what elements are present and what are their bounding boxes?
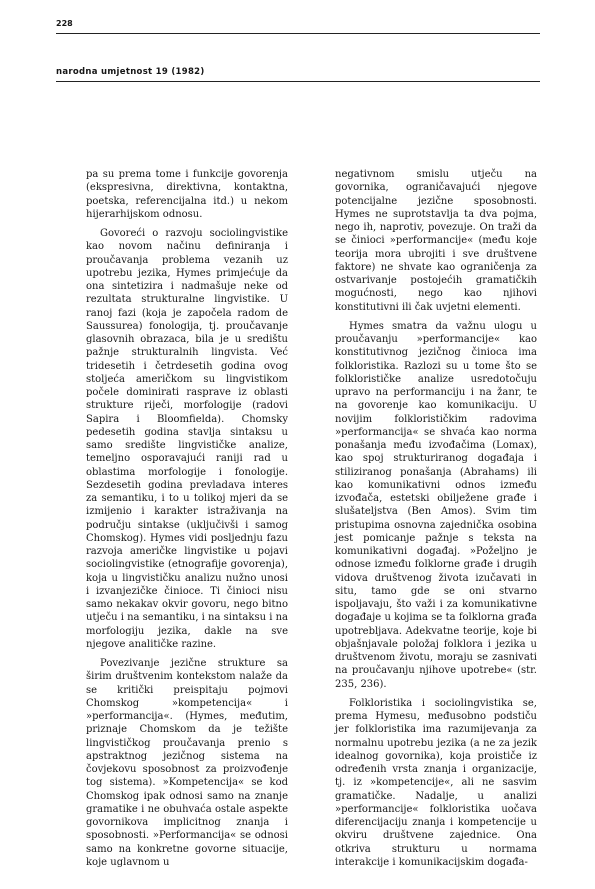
left-column <box>86 168 288 869</box>
paragraph: Govoreći o razvoju sociolingvistike kao novom načinu definiranja i proučavanja problema vezanih uz upotrebu jezika, Hymes primjećuje da ona sintetizira i nadmašuje neke od rezultata strukturalne lingvistike. U ranoj fazi (koja je započela radom de Saussurea) fonologija, tj. proučavanje glasovnih obrazaca, bila je u središtu pažnje strukturalnih lingvista. Već tridesetih i četrdesetih godina ovog stoljeća američkom su lingvistikom počele dominirati rasprave iz oblasti strukture riječi, morfologije (radovi Sapira i Bloomfielda). Chomsky pedesetih godina stavlja sintaksu u samo središte lingvističke analize, temeljno osporavajući raniji rad u oblastima morfologije i fonologije. Sezdesetih godina prevladava interes za semantiku, i to u tolikoj mjeri da se izmijenio i karakter istraživanja na području sintakse (uključivši i samog Chomskog). Hymes vidi posljednju fazu razvoja američke lingvistike u pojavi sociolingvistike (etnografije govorenja), koja u lingvističku analizu nužno unosi i izvanjezičke činioce. Ti činioci nisu samo nekakav okvir govoru, nego bitno utječu i na semantiku, i na sintaksu i na morfologiju jezika, dakle na sve njegove analitičke razine. <box>86 228 288 650</box>
running-head: narodna umjetnost 19 (1982) <box>56 67 205 77</box>
paragraph: pa su prema tome i funkcije govorenja (ekspresivna, direktivna, kontaktna, poetska, referencijalna itd.) u nekom hijerarhijskom odnosu. <box>86 169 288 220</box>
paragraph: Folkloristika i sociolingvistika se, prema Hymesu, međusobno podstiču jer folkloristika ima razumijevanja za normalnu upotrebu jezika (a ne za jezik idealnog govornika), koja proističe iz određenih vrsta znanja i organizacije, tj. iz »kompetencije«, ali ne sasvim gramatičke. Nadalje, u analizi »performancije« folkloristika uočava diferencijaciju znanja i kompetencije u okviru društvene zajednice. Ona otkriva strukturu u normama interakcije i komunikacijskim događa- <box>335 697 537 868</box>
head-rule <box>56 81 540 82</box>
paragraph: Hymes smatra da važnu ulogu u proučavanju »performancije« kao konstitutivnog jezičnog činioca ima folkloristika. Razlozi su u tome što se folklorističke analize usredotočuju upravo na performanciju i na žanr, te na govorenje kao komunikaciju. U novijim folklorističkim radovima »performancija« se shvaća kao norma ponašanja među izvođačima (Lomax), kao spoj strukturiranog događaja i stiliziranog ponašanja (Abrahams) ili kao komunikativni odnos između izvođača, estetski obilježene građe i slušateljstva (Ben Amos). Svim tim pristupima osnovna zajednička osobina jest pomicanje pažnje s teksta na komunikativni događaj. »Poželjno je odnose između folklorne građe i drugih vidova društvenog života izučavati in situ, tamo gde se oni stvarno ispoljavaju, što važi i za komunikativne događaje u kojima se ta folklorna građa upotrebljava. Adekvatne teorije, koje bi objašnjavale položaj folklora i jezika u društvenom životu, moraju se zasnivati na proučavanju njihove upotrebe« (str. 235, 236). <box>335 320 537 690</box>
page-number: 228 <box>56 19 73 28</box>
right-column <box>335 168 537 869</box>
top-rule <box>56 33 540 34</box>
paragraph: negativnom smislu utječu na govornika, ograničavajući njegove potencijalne jezične sposobnosti. Hymes ne suprotstavlja ta dva pojma, nego ih, naprotiv, povezuje. On traži da se činioci »performancije« (među koje teorija mora ubrojiti i sve društvene faktore) ne shvate kao ograničenja za ostvarivanje postojećih gramatičkih mogućnosti, nego kao njihovi konstitutivni ili čak uvjetni elementi. <box>335 169 537 313</box>
paragraph: Povezivanje jezične strukture sa širim društvenim kontekstom nalaže da se kritički preispitaju pojmovi Chomskog »kompetencija« i »performancija«. (Hymes, međutim, priznaje Chomskom da je težište lingvističkog proučavanja prenio s apstraktnog jezičnog sistema na čovjekovu sposobnost za proizvođenje tog sistema). »Kompetencija« se kod Chomskog ipak odnosi samo na znanje gramatike i ne obuhvaća ostale aspekte govornikova implicitnog znanja i sposobnosti. »Performancija« se odnosi samo na konkretne govorne situacije, koje uglavnom u <box>86 658 288 868</box>
